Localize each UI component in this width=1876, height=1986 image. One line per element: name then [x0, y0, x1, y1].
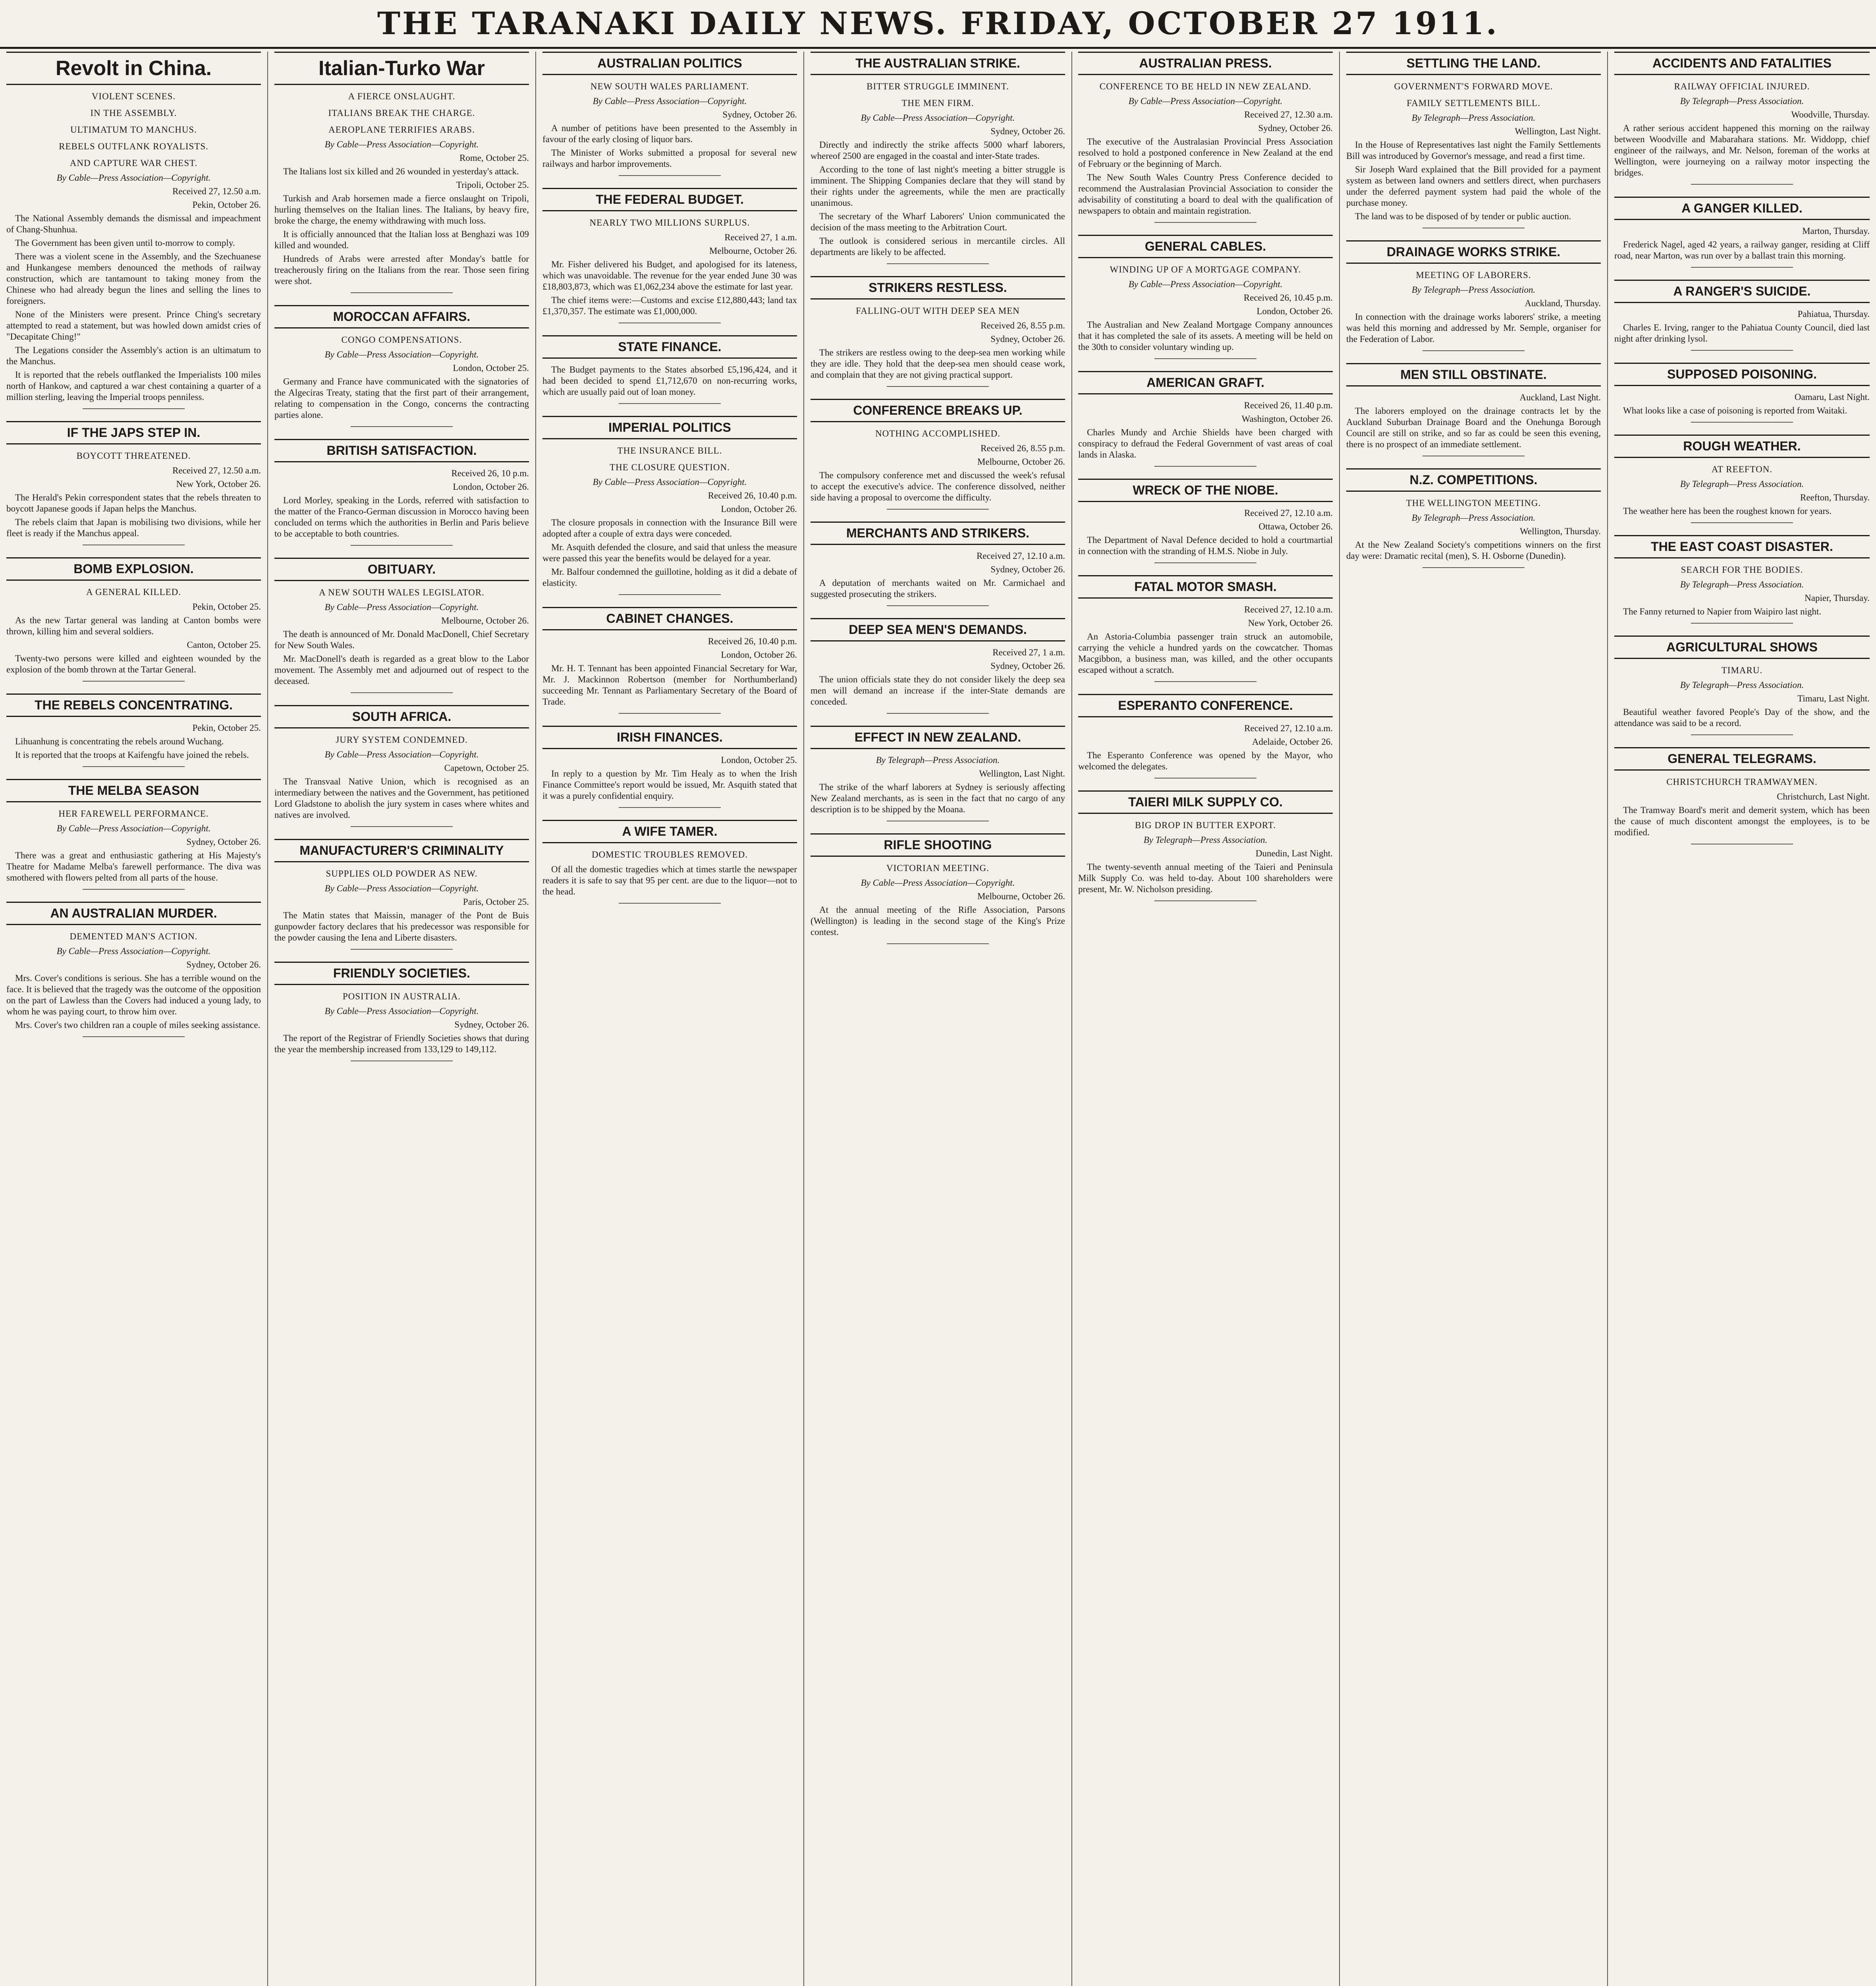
article-paragraph: Melbourne, October 26. — [977, 457, 1065, 467]
article-paragraph: The Italians lost six killed and 26 wounded in yesterday's attack. — [283, 166, 519, 176]
article-divider — [1154, 358, 1256, 359]
article-headline: SOUTH AFRICA. — [274, 705, 529, 728]
article-subhead: BITTER STRUGGLE IMMINENT. — [867, 81, 1009, 91]
article-headline: STRIKERS RESTLESS. — [811, 276, 1065, 299]
article-headline: AUSTRALIAN POLITICS — [542, 52, 797, 75]
article-divider — [83, 408, 184, 409]
article-paragraph: Pekin, October 26. — [192, 200, 261, 210]
article-paragraph: The Australian and New Zealand Mortgage Company announces that it has completed the sale of its assets. A meeting will be held on the 30th to consider voluntary winding up. — [1078, 320, 1333, 352]
article-paragraph: Frederick Nagel, aged 42 years, a railway ganger, residing at Cliff road, near Marton, was run over by a ballast train this morning. — [1614, 240, 1870, 261]
article-paragraph: By Cable—Press Association—Copyright. — [324, 602, 479, 612]
article-subhead: SEARCH FOR THE BODIES. — [1681, 565, 1803, 575]
article-subhead: RAILWAY OFFICIAL INJURED. — [1674, 81, 1810, 91]
article-headline: AN AUSTRALIAN MURDER. — [6, 902, 261, 925]
article-paragraph: Received 27, 12.30 a.m. — [1244, 110, 1333, 120]
column-2 — [268, 52, 536, 1986]
article-subhead: FAMILY SETTLEMENTS BILL. — [1407, 98, 1540, 108]
article-paragraph: Mrs. Cover's two children ran a couple of miles seeking assistance. — [15, 1020, 261, 1030]
article-paragraph: By Cable—Press Association—Copyright. — [324, 350, 479, 359]
article-paragraph: Received 27, 12.50 a.m. — [172, 186, 261, 196]
article-paragraph: By Cable—Press Association—Copyright. — [593, 477, 747, 487]
article-headline: ESPERANTO CONFERENCE. — [1078, 694, 1333, 717]
article-divider — [887, 713, 988, 714]
article-headline: THE EAST COAST DISASTER. — [1614, 535, 1870, 558]
article-subhead: TIMARU. — [1721, 665, 1763, 675]
article-paragraph: Timaru, Last Night. — [1797, 694, 1870, 703]
article-headline: IMPERIAL POLITICS — [542, 416, 797, 439]
article-divider — [351, 426, 452, 427]
article-divider — [1154, 222, 1256, 223]
article-paragraph: The laborers employed on the drainage contracts let by the Auckland Suburban Drainage Board and the Onehunga Borough Council are still on strike, and so far as could be seen this evening, there is no prospect of an immediate settlement. — [1346, 406, 1601, 449]
article-divider — [1154, 466, 1256, 467]
article-paragraph: Of all the domestic tragedies which at times startle the newspaper readers it is safe to say that 95 per cent. are due to the liquor—not to the head. — [542, 864, 797, 896]
article-headline: GENERAL TELEGRAMS. — [1614, 747, 1870, 771]
article-paragraph: The New South Wales Country Press Conference decided to recommend the Australasian Provincial Association to consider the advisability of constituting a board to deal with the qualification of newspapers to obtain and maintain registration. — [1078, 172, 1333, 216]
article-paragraph: Received 27, 1 a.m. — [992, 647, 1065, 657]
article-paragraph: Rome, October 25. — [459, 153, 529, 163]
article-paragraph: Hundreds of Arabs were arrested after Monday's battle for treacherously firing on the Italians from the rear. Those seen firing were shot. — [274, 254, 529, 286]
article-headline: SETTLING THE LAND. — [1346, 52, 1601, 75]
article-divider — [351, 545, 452, 546]
article-paragraph: The twenty-seventh annual meeting of the Taieri and Peninsula Milk Supply Co. was held to-day. About 100 shareholders were present, Mr. W. Nicholson presiding. — [1078, 862, 1333, 894]
article-subhead: THE MEN FIRM. — [901, 98, 974, 108]
article-divider — [887, 605, 988, 606]
article-headline: WRECK OF THE NIOBE. — [1078, 479, 1333, 502]
article-subhead: VICTORIAN MEETING. — [886, 863, 990, 873]
article-headline: Italian-Turko War — [274, 52, 529, 85]
article-subhead: POSITION IN AUSTRALIA. — [342, 991, 461, 1001]
article-paragraph: Capetown, October 25. — [444, 763, 529, 773]
article-paragraph: Auckland, Last Night. — [1519, 392, 1601, 402]
article-paragraph: Germany and France have communicated with the signatories of the Algeciras Treaty, stating that the first part of their arrangement, relating to compensation in the Congo, concerns the contracting parties alone. — [274, 377, 529, 420]
article-paragraph: Beautiful weather favored People's Day of the show, and the attendance was said to be a record. — [1614, 707, 1870, 728]
article-divider — [351, 292, 452, 293]
article-paragraph: Mrs. Cover's conditions is serious. She has a terrible wound on the face. It is believed that the tragedy was the outcome of the opposition on the part of Lawless than the Covers had induced a young lady, to whom he was paying court, to throw him over. — [6, 973, 261, 1016]
article-paragraph: The rebels claim that Japan is mobilising two divisions, while her fleet is ready if the Manchus appeal. — [6, 517, 261, 538]
article-paragraph: Reefton, Thursday. — [1800, 493, 1870, 502]
article-paragraph: By Cable—Press Association—Copyright. — [56, 173, 211, 183]
article-headline: N.Z. COMPETITIONS. — [1346, 468, 1601, 492]
article-paragraph: London, October 25. — [721, 755, 797, 765]
article-paragraph: Wellington, Last Night. — [1515, 126, 1601, 136]
article-paragraph: It is officially announced that the Italian loss at Benghazi was 109 killed and wounded. — [274, 229, 529, 250]
article-headline: EFFECT IN NEW ZEALAND. — [811, 726, 1065, 749]
article-paragraph: A rather serious accident happened this morning on the railway between Woodville and Mabarahara stations. Mr. Widdopp, chief engineer of the railways, and Mr. Nelson, foreman of the works at Wellington, were journeying on a railway motor inspecting the bridges. — [1614, 123, 1870, 178]
article-paragraph: Canton, October 25. — [187, 640, 261, 650]
article-paragraph: The Department of Naval Defence decided to hold a courtmartial in connection with the stranding of H.M.S. Niobe in July. — [1078, 535, 1333, 556]
article-paragraph: Sydney, October 26. — [990, 661, 1065, 671]
article-subhead: A GENERAL KILLED. — [86, 587, 181, 597]
article-paragraph: The National Assembly demands the dismissal and impeachment of Chang-Shunhua. — [6, 213, 261, 234]
article-paragraph: The compulsory conference met and discussed the week's refusal to accept the executive's advice. The conference dissolved, neither side having a proposal to overcome the difficulty. — [811, 470, 1065, 502]
article-subhead: A NEW SOUTH WALES LEGISLATOR. — [319, 587, 484, 597]
article-paragraph: London, October 26. — [721, 650, 797, 660]
article-paragraph: Received 26, 10 p.m. — [451, 468, 529, 478]
article-paragraph: The chief items were:—Customs and excise £12,880,443; land tax £1,370,357. The estimate was £1,000,000. — [542, 295, 797, 316]
article-paragraph: The Matin states that Maissin, manager of the Pont de Buis gunpowder factory declares that his predecessor was responsible for the powder causing the Iena and Liberte disasters. — [274, 910, 529, 943]
article-paragraph: Sydney, October 26. — [454, 1020, 529, 1030]
article-paragraph: Received 26, 8.55 p.m. — [980, 443, 1065, 453]
article-paragraph: Lihuanhung is concentrating the rebels around Wuchang. — [15, 736, 224, 746]
article-paragraph: According to the tone of last night's meeting a bitter struggle is imminent. The Shipping Companies declare that they will stand by their rights under the agreements, while the men are practically unanimous. — [811, 164, 1065, 208]
article-paragraph: The report of the Registrar of Friendly Societies shows that during the year the membership increased from 133,129 to 149,112. — [274, 1033, 529, 1054]
article-divider — [351, 826, 452, 827]
article-paragraph: Marton, Thursday. — [1802, 226, 1870, 236]
article-paragraph: Received 26, 10.40 p.m. — [708, 636, 797, 646]
article-divider — [1691, 734, 1793, 735]
article-paragraph: Charles E. Irving, ranger to the Pahiatua County Council, died last night after drinking lysol. — [1614, 323, 1870, 344]
article-paragraph: Pekin, October 25. — [192, 602, 261, 612]
article-headline: MEN STILL OBSTINATE. — [1346, 363, 1601, 386]
article-subhead: AEROPLANE TERRIFIES ARABS. — [328, 125, 475, 135]
article-headline: MERCHANTS AND STRIKERS. — [811, 522, 1065, 545]
article-paragraph: The secretary of the Wharf Laborers' Union communicated the decision of the mass meeting to the Arbitration Court. — [811, 211, 1065, 232]
article-divider — [887, 263, 988, 264]
article-paragraph: Wellington, Thursday. — [1520, 526, 1601, 536]
article-divider — [1691, 522, 1793, 523]
article-subhead: NEW SOUTH WALES PARLIAMENT. — [590, 81, 749, 91]
article-subhead: AT REEFTON. — [1711, 464, 1773, 474]
article-paragraph: By Cable—Press Association—Copyright. — [324, 883, 479, 893]
article-subhead: VIOLENT SCENES. — [91, 91, 176, 101]
article-divider — [887, 943, 988, 944]
article-divider — [619, 903, 720, 904]
article-subhead: CONFERENCE TO BE HELD IN NEW ZEALAND. — [1099, 81, 1312, 91]
article-subhead: REBELS OUTFLANK ROYALISTS. — [59, 141, 208, 151]
article-paragraph: Dunedin, Last Night. — [1255, 848, 1333, 858]
article-paragraph: The Tramway Board's merit and demerit system, which has been the cause of much discontent amongst the employees, is to be modified. — [1614, 805, 1870, 837]
article-headline: THE FEDERAL BUDGET. — [542, 188, 797, 211]
article-paragraph: There was a great and enthusiastic gathering at His Majesty's Theatre for Madame Melba's farewell performance. The diva was smothered with flowers pelted from all parts of the house. — [6, 850, 261, 883]
article-subhead: FALLING-OUT WITH DEEP SEA MEN — [856, 306, 1020, 316]
article-headline: A WIFE TAMER. — [542, 820, 797, 843]
article-paragraph: Directly and indirectly the strike affects 5000 wharf laborers, whereof 2500 are engaged in the coastal and inter-State trades. — [811, 140, 1065, 161]
article-subhead: THE WELLINGTON MEETING. — [1406, 498, 1541, 508]
article-subhead: ULTIMATUM TO MANCHUS. — [70, 125, 197, 135]
article-subhead: BIG DROP IN BUTTER EXPORT. — [1135, 820, 1276, 830]
article-paragraph: By Cable—Press Association—Copyright. — [56, 946, 211, 956]
article-paragraph: Twenty-two persons were killed and eighteen wounded by the explosion of the bomb thrown at the Tartar General. — [6, 653, 261, 674]
article-paragraph: At the New Zealand Society's competitions winners on the first day were: Dramatic recital (men), S. H. Osborne (Dunedin). — [1346, 540, 1601, 561]
article-paragraph: Charles Mundy and Archie Shields have been charged with conspiracy to defraud the Federal Government of vast areas of coal lands in Alaska. — [1078, 427, 1333, 460]
article-subhead: NEARLY TWO MILLIONS SURPLUS. — [589, 218, 750, 228]
column-5 — [1072, 52, 1340, 1986]
article-paragraph: By Cable—Press Association—Copyright. — [861, 878, 1015, 888]
article-subhead: IN THE ASSEMBLY. — [90, 108, 177, 118]
article-subhead: CHRISTCHURCH TRAMWAYMEN. — [1666, 777, 1818, 787]
article-paragraph: Lord Morley, speaking in the Lords, referred with satisfaction to the matter of the Franco-German discussion in Morocco having been concluded on terms which the authorities in Berlin and Paris believe to be acceptable to both countries. — [274, 495, 529, 539]
article-paragraph: Pekin, October 25. — [192, 723, 261, 733]
article-subhead: DOMESTIC TROUBLES REMOVED. — [592, 850, 748, 860]
article-paragraph: By Cable—Press Association—Copyright. — [324, 139, 479, 149]
article-subhead: THE INSURANCE BILL. — [617, 446, 722, 456]
article-paragraph: Auckland, Thursday. — [1525, 298, 1601, 308]
article-paragraph: The executive of the Australasian Provincial Press Association resolved to hold a postponed conference in New Zealand at the end of February or the beginning of March. — [1078, 137, 1333, 169]
article-divider — [1154, 681, 1256, 682]
article-paragraph: By Telegraph—Press Association. — [1411, 113, 1536, 123]
article-paragraph: Pahiatua, Thursday. — [1797, 309, 1870, 319]
article-paragraph: The union officials state they do not consider likely the deep sea men will demand an increase if the inter-State demands are conceded. — [811, 674, 1065, 707]
article-divider — [619, 594, 720, 595]
column-1 — [0, 52, 268, 1986]
article-headline: AMERICAN GRAFT. — [1078, 371, 1333, 394]
article-paragraph: Received 26, 10.45 p.m. — [1243, 293, 1333, 303]
article-headline: RIFLE SHOOTING — [811, 833, 1065, 857]
article-paragraph: The strike of the wharf laborers at Sydney is seriously affecting New Zealand merchants, as is seen in the fact that no cargo of any description is to be shipped by the Moana. — [811, 782, 1065, 814]
article-headline: DRAINAGE WORKS STRIKE. — [1346, 240, 1601, 264]
article-paragraph: London, October 26. — [1256, 306, 1333, 316]
column-7 — [1608, 52, 1876, 1986]
article-paragraph: Received 27, 12.10 a.m. — [1244, 605, 1333, 614]
article-paragraph: By Telegraph—Press Association. — [1411, 285, 1536, 295]
article-paragraph: New York, October 26. — [1248, 618, 1333, 628]
article-paragraph: The outlook is considered serious in mercantile circles. All departments are likely to be affected. — [811, 236, 1065, 257]
article-headline: DEEP SEA MEN'S DEMANDS. — [811, 618, 1065, 641]
article-paragraph: Mr. MacDonell's death is regarded as a great blow to the Labor movement. The Assembly met and adjourned out of respect to the deceased. — [274, 654, 529, 686]
article-paragraph: The Transvaal Native Union, which is recognised as an intermediary between the natives and the Government, has petitioned Lord Gladstone to abolish the jury system in cases where whites and natives are involved. — [274, 777, 529, 820]
column-6 — [1340, 52, 1608, 1986]
article-subhead: THE CLOSURE QUESTION. — [610, 462, 730, 472]
article-paragraph: By Telegraph—Press Association. — [1411, 513, 1536, 523]
article-divider — [1691, 422, 1793, 423]
article-divider — [1422, 350, 1524, 351]
article-paragraph: There was a violent scene in the Assembly, and the Szechuanese and Hunkangese members denounced the methods of railway construction, which are tantamount to taking money from the Chinese who had already begun the lines and selling the lines to foreigners. — [6, 251, 261, 306]
article-paragraph: Woodville, Thursday. — [1791, 110, 1870, 120]
article-headline: IF THE JAPS STEP IN. — [6, 421, 261, 444]
article-paragraph: Received 27, 1 a.m. — [724, 232, 797, 242]
article-headline: Revolt in China. — [6, 52, 261, 85]
article-subhead: GOVERNMENT'S FORWARD MOVE. — [1394, 81, 1553, 91]
article-divider — [887, 386, 988, 387]
article-divider — [1154, 562, 1256, 563]
article-paragraph: Sir Joseph Ward explained that the Bill provided for a payment system as between land owners and settlers direct, when purchasers under the deferred payment system had paid the whole of the purchase money. — [1346, 164, 1601, 208]
article-paragraph: By Telegraph—Press Association. — [1680, 96, 1804, 106]
article-paragraph: Received 26, 11.40 p.m. — [1244, 400, 1333, 410]
article-paragraph: The death is announced of Mr. Donald MacDonell, Chief Secretary for New South Wales. — [274, 629, 529, 650]
article-headline: AGRICULTURAL SHOWS — [1614, 636, 1870, 659]
article-headline: STATE FINANCE. — [542, 335, 797, 359]
article-paragraph: An Astoria-Columbia passenger train struck an automobile, carrying the vehicle a hundred yards on the cowcatcher. Thomas Macgibbon, a business man, was killed, and the other occupants escaped without a scratch. — [1078, 632, 1333, 675]
article-subhead: DEMENTED MAN'S ACTION. — [69, 931, 198, 941]
article-divider — [83, 889, 184, 890]
article-paragraph: Received 26, 10.40 p.m. — [708, 491, 797, 500]
article-paragraph: By Telegraph—Press Association. — [1680, 680, 1804, 690]
article-paragraph: It is reported that the troops at Kaifengfu have joined the rebels. — [15, 750, 249, 760]
article-divider — [619, 713, 720, 714]
article-paragraph: Sydney, October 26. — [1258, 123, 1333, 133]
article-paragraph: Received 27, 12.10 a.m. — [1244, 508, 1333, 518]
article-divider — [619, 807, 720, 808]
article-paragraph: Sydney, October 26. — [722, 110, 797, 120]
article-paragraph: The closure proposals in connection with the Insurance Bill were adopted after a couple of extra days were conceded. — [542, 518, 797, 539]
article-paragraph: The Legations consider the Assembly's action is an ultimatum to the Manchus. — [6, 345, 261, 366]
article-divider — [1691, 350, 1793, 351]
article-paragraph: The Fanny returned to Napier from Waipiro last night. — [1623, 607, 1822, 616]
article-paragraph: Melbourne, October 26. — [709, 246, 797, 256]
article-paragraph: At the annual meeting of the Rifle Association, Parsons (Wellington) is leading in the second stage of the King's Prize contest. — [811, 905, 1065, 937]
article-headline: ACCIDENTS AND FATALITIES — [1614, 52, 1870, 75]
article-divider — [619, 175, 720, 176]
article-subhead: SUPPLIES OLD POWDER AS NEW. — [326, 869, 478, 879]
article-paragraph: Washington, October 26. — [1241, 414, 1333, 424]
article-paragraph: Received 27, 12.10 a.m. — [1244, 723, 1333, 733]
article-paragraph: Mr. H. T. Tennant has been appointed Financial Secretary for War, Mr. J. Mackinnon Robertson (member for Northumberland) succeeding Mr. Tennant as Parliamentary Secretary of the Board of Trade. — [542, 663, 797, 707]
article-headline: THE MELBA SEASON — [6, 779, 261, 802]
article-paragraph: London, October 26. — [721, 504, 797, 514]
article-paragraph: Tripoli, October 25. — [456, 180, 529, 190]
article-paragraph: Sydney, October 26. — [990, 334, 1065, 344]
article-paragraph: Napier, Thursday. — [1805, 593, 1870, 603]
article-headline: BRITISH SATISFACTION. — [274, 439, 529, 462]
article-headline: CABINET CHANGES. — [542, 607, 797, 630]
article-headline: A RANGER'S SUICIDE. — [1614, 280, 1870, 303]
article-paragraph: Christchurch, Last Night. — [1777, 792, 1870, 802]
article-paragraph: London, October 25. — [453, 363, 529, 373]
article-headline: MANUFACTURER'S CRIMINALITY — [274, 839, 529, 862]
article-headline: GENERAL CABLES. — [1078, 235, 1333, 258]
article-paragraph: By Telegraph—Press Association. — [1680, 479, 1804, 489]
article-subhead: MEETING OF LABORERS. — [1416, 270, 1531, 280]
article-paragraph: The weather here has been the roughest known for years. — [1623, 506, 1832, 516]
article-paragraph: Sydney, October 26. — [186, 960, 261, 970]
article-paragraph: It is reported that the rebels outflanked the Imperialists 100 miles north of Hankow, and captured a war chest containing a quarter of a million sterling, leaving the Imperial troops penniless. — [6, 370, 261, 402]
article-headline: A GANGER KILLED. — [1614, 197, 1870, 220]
article-paragraph: Melbourne, October 26. — [441, 616, 529, 626]
article-paragraph: A number of petitions have been presented to the Assembly in favour of the early closing of liquor bars. — [542, 123, 797, 144]
article-paragraph: A deputation of merchants waited on Mr. Carmichael and suggested prosecuting the strikers. — [811, 578, 1065, 599]
article-paragraph: The Budget payments to the States absorbed £5,196,424, and it had been decided to spend £1,712,670 on non-recurring works, which are usually paid out of loan money. — [542, 365, 797, 397]
article-divider — [351, 692, 452, 693]
article-subhead: HER FAREWELL PERFORMANCE. — [58, 809, 209, 819]
column-4 — [804, 52, 1072, 1986]
article-paragraph: Sydney, October 26. — [186, 837, 261, 847]
article-paragraph: Sydney, October 26. — [990, 564, 1065, 574]
article-subhead: JURY SYSTEM CONDEMNED. — [336, 735, 468, 745]
article-paragraph: As the new Tartar general was landing at Canton bombs were thrown, killing him and several soldiers. — [6, 615, 261, 636]
article-subhead: NOTHING ACCOMPLISHED. — [875, 429, 1000, 439]
article-subhead: BOYCOTT THREATENED. — [76, 451, 191, 461]
article-paragraph: Received 26, 8.55 p.m. — [980, 321, 1065, 330]
article-divider — [619, 403, 720, 404]
article-paragraph: Ottawa, October 26. — [1258, 522, 1333, 531]
article-paragraph: Mr. Fisher delivered his Budget, and apologised for its lateness, which was unavoidable. The revenue for the year ended June 30 was £18,803,873, which was £1,062,234 above the estimate for last year. — [542, 259, 797, 292]
article-headline: AUSTRALIAN PRESS. — [1078, 52, 1333, 75]
article-paragraph: By Cable—Press Association—Copyright. — [324, 750, 479, 759]
article-paragraph: The Minister of Works submitted a proposal for several new railways and harbor improvements. — [542, 148, 797, 169]
article-paragraph: The Government has been given until to-morrow to comply. — [15, 238, 235, 248]
article-paragraph: What looks like a case of poisoning is reported from Waitaki. — [1623, 406, 1847, 415]
article-paragraph: Oamaru, Last Night. — [1794, 392, 1870, 402]
article-paragraph: Adelaide, October 26. — [1252, 737, 1333, 747]
article-subhead: CONGO COMPENSATIONS. — [341, 335, 462, 345]
article-divider — [351, 949, 452, 950]
article-divider — [887, 509, 988, 510]
article-paragraph: By Cable—Press Association—Copyright. — [324, 1006, 479, 1016]
article-divider — [1154, 900, 1256, 901]
article-paragraph: By Cable—Press Association—Copyright. — [56, 823, 211, 833]
article-headline: SUPPOSED POISONING. — [1614, 363, 1870, 386]
article-headline: MOROCCAN AFFAIRS. — [274, 305, 529, 328]
article-subhead: WINDING UP OF A MORTGAGE COMPANY. — [1110, 265, 1301, 274]
article-divider — [1422, 567, 1524, 568]
article-headline: CONFERENCE BREAKS UP. — [811, 399, 1065, 422]
article-divider — [83, 681, 184, 682]
article-paragraph: Received 27, 12.50 a.m. — [172, 466, 261, 475]
article-paragraph: Received 27, 12.10 a.m. — [977, 551, 1065, 561]
article-headline: THE AUSTRALIAN STRIKE. — [811, 52, 1065, 75]
article-headline: FATAL MOTOR SMASH. — [1078, 575, 1333, 599]
article-subhead: AND CAPTURE WAR CHEST. — [69, 158, 198, 168]
article-headline: THE REBELS CONCENTRATING. — [6, 694, 261, 717]
article-headline: FRIENDLY SOCIETIES. — [274, 962, 529, 985]
article-paragraph: Paris, October 25. — [463, 897, 529, 907]
article-headline: BOMB EXPLOSION. — [6, 557, 261, 581]
article-paragraph: None of the Ministers were present. Prince Ching's secretary attempted to read a statement, but was howled down amidst cries of "Decapitate Ching!" — [6, 309, 261, 342]
article-divider — [1691, 623, 1793, 624]
article-divider — [83, 766, 184, 767]
article-paragraph: Mr. Asquith defended the closure, and said that unless the measure were passed this year the benefits would be delayed for a year. — [542, 542, 797, 563]
article-paragraph: By Telegraph—Press Association. — [876, 755, 1000, 765]
article-divider — [1691, 267, 1793, 268]
article-divider — [83, 1036, 184, 1037]
article-subhead: ITALIANS BREAK THE CHARGE. — [328, 108, 475, 118]
article-paragraph: By Cable—Press Association—Copyright. — [1128, 279, 1283, 289]
article-headline: OBITUARY. — [274, 558, 529, 581]
article-paragraph: Mr. Balfour condemned the guillotine, holding as it did a debate of elasticity. — [542, 567, 797, 588]
masthead: THE TARANAKI DAILY NEWS. FRIDAY, OCTOBER 27 1911. — [0, 0, 1876, 49]
article-paragraph: New York, October 26. — [176, 479, 261, 489]
article-headline: IRISH FINANCES. — [542, 726, 797, 749]
article-paragraph: By Telegraph—Press Association. — [1143, 835, 1268, 845]
article-paragraph: By Cable—Press Association—Copyright. — [1128, 96, 1283, 106]
article-paragraph: By Cable—Press Association—Copyright. — [593, 96, 747, 106]
article-paragraph: Sydney, October 26. — [990, 126, 1065, 136]
article-paragraph: By Telegraph—Press Association. — [1680, 580, 1804, 589]
article-headline: ROUGH WEATHER. — [1614, 435, 1870, 458]
article-paragraph: The land was to be disposed of by tender or public auction. — [1355, 211, 1571, 221]
column-3 — [536, 52, 804, 1986]
article-paragraph: Wellington, Last Night. — [979, 769, 1065, 779]
article-divider — [1154, 778, 1256, 779]
article-paragraph: Turkish and Arab horsemen made a fierce onslaught on Tripoli, hurling themselves on the Italian lines. The Italians, by heavy fire, broke the charge, the enemy withdrawing with much loss. — [274, 193, 529, 226]
article-paragraph: In connection with the drainage works laborers' strike, a meeting was held this morning and addressed by Mr. Semple, organiser for the Federation of Labor. — [1346, 312, 1601, 344]
article-paragraph: In reply to a question by Mr. Tim Healy as to when the Irish Finance Committee's report would be issued, Mr. Asquith stated that it was a purely confidential enquiry. — [542, 769, 797, 801]
article-paragraph: The Herald's Pekin correspondent states that the rebels threaten to boycott Japanese goods if Japan helps the Manchus. — [6, 493, 261, 514]
article-subhead: A FIERCE ONSLAUGHT. — [348, 91, 455, 101]
article-paragraph: The Esperanto Conference was opened by the Mayor, who welcomed the delegates. — [1078, 750, 1333, 771]
article-paragraph: The strikers are restless owing to the deep-sea men working while they are idle. They hold that the deep-sea men should cease work, and complain that they are not giving practical support. — [811, 348, 1065, 380]
article-divider — [1691, 184, 1793, 185]
article-paragraph: In the House of Representatives last night the Family Settlements Bill was introduced by Governor's message, and read a first time. — [1346, 140, 1601, 161]
article-paragraph: London, October 26. — [453, 482, 529, 492]
article-paragraph: By Cable—Press Association—Copyright. — [861, 113, 1015, 123]
article-paragraph: Melbourne, October 26. — [977, 891, 1065, 901]
article-headline: TAIERI MILK SUPPLY CO. — [1078, 790, 1333, 814]
